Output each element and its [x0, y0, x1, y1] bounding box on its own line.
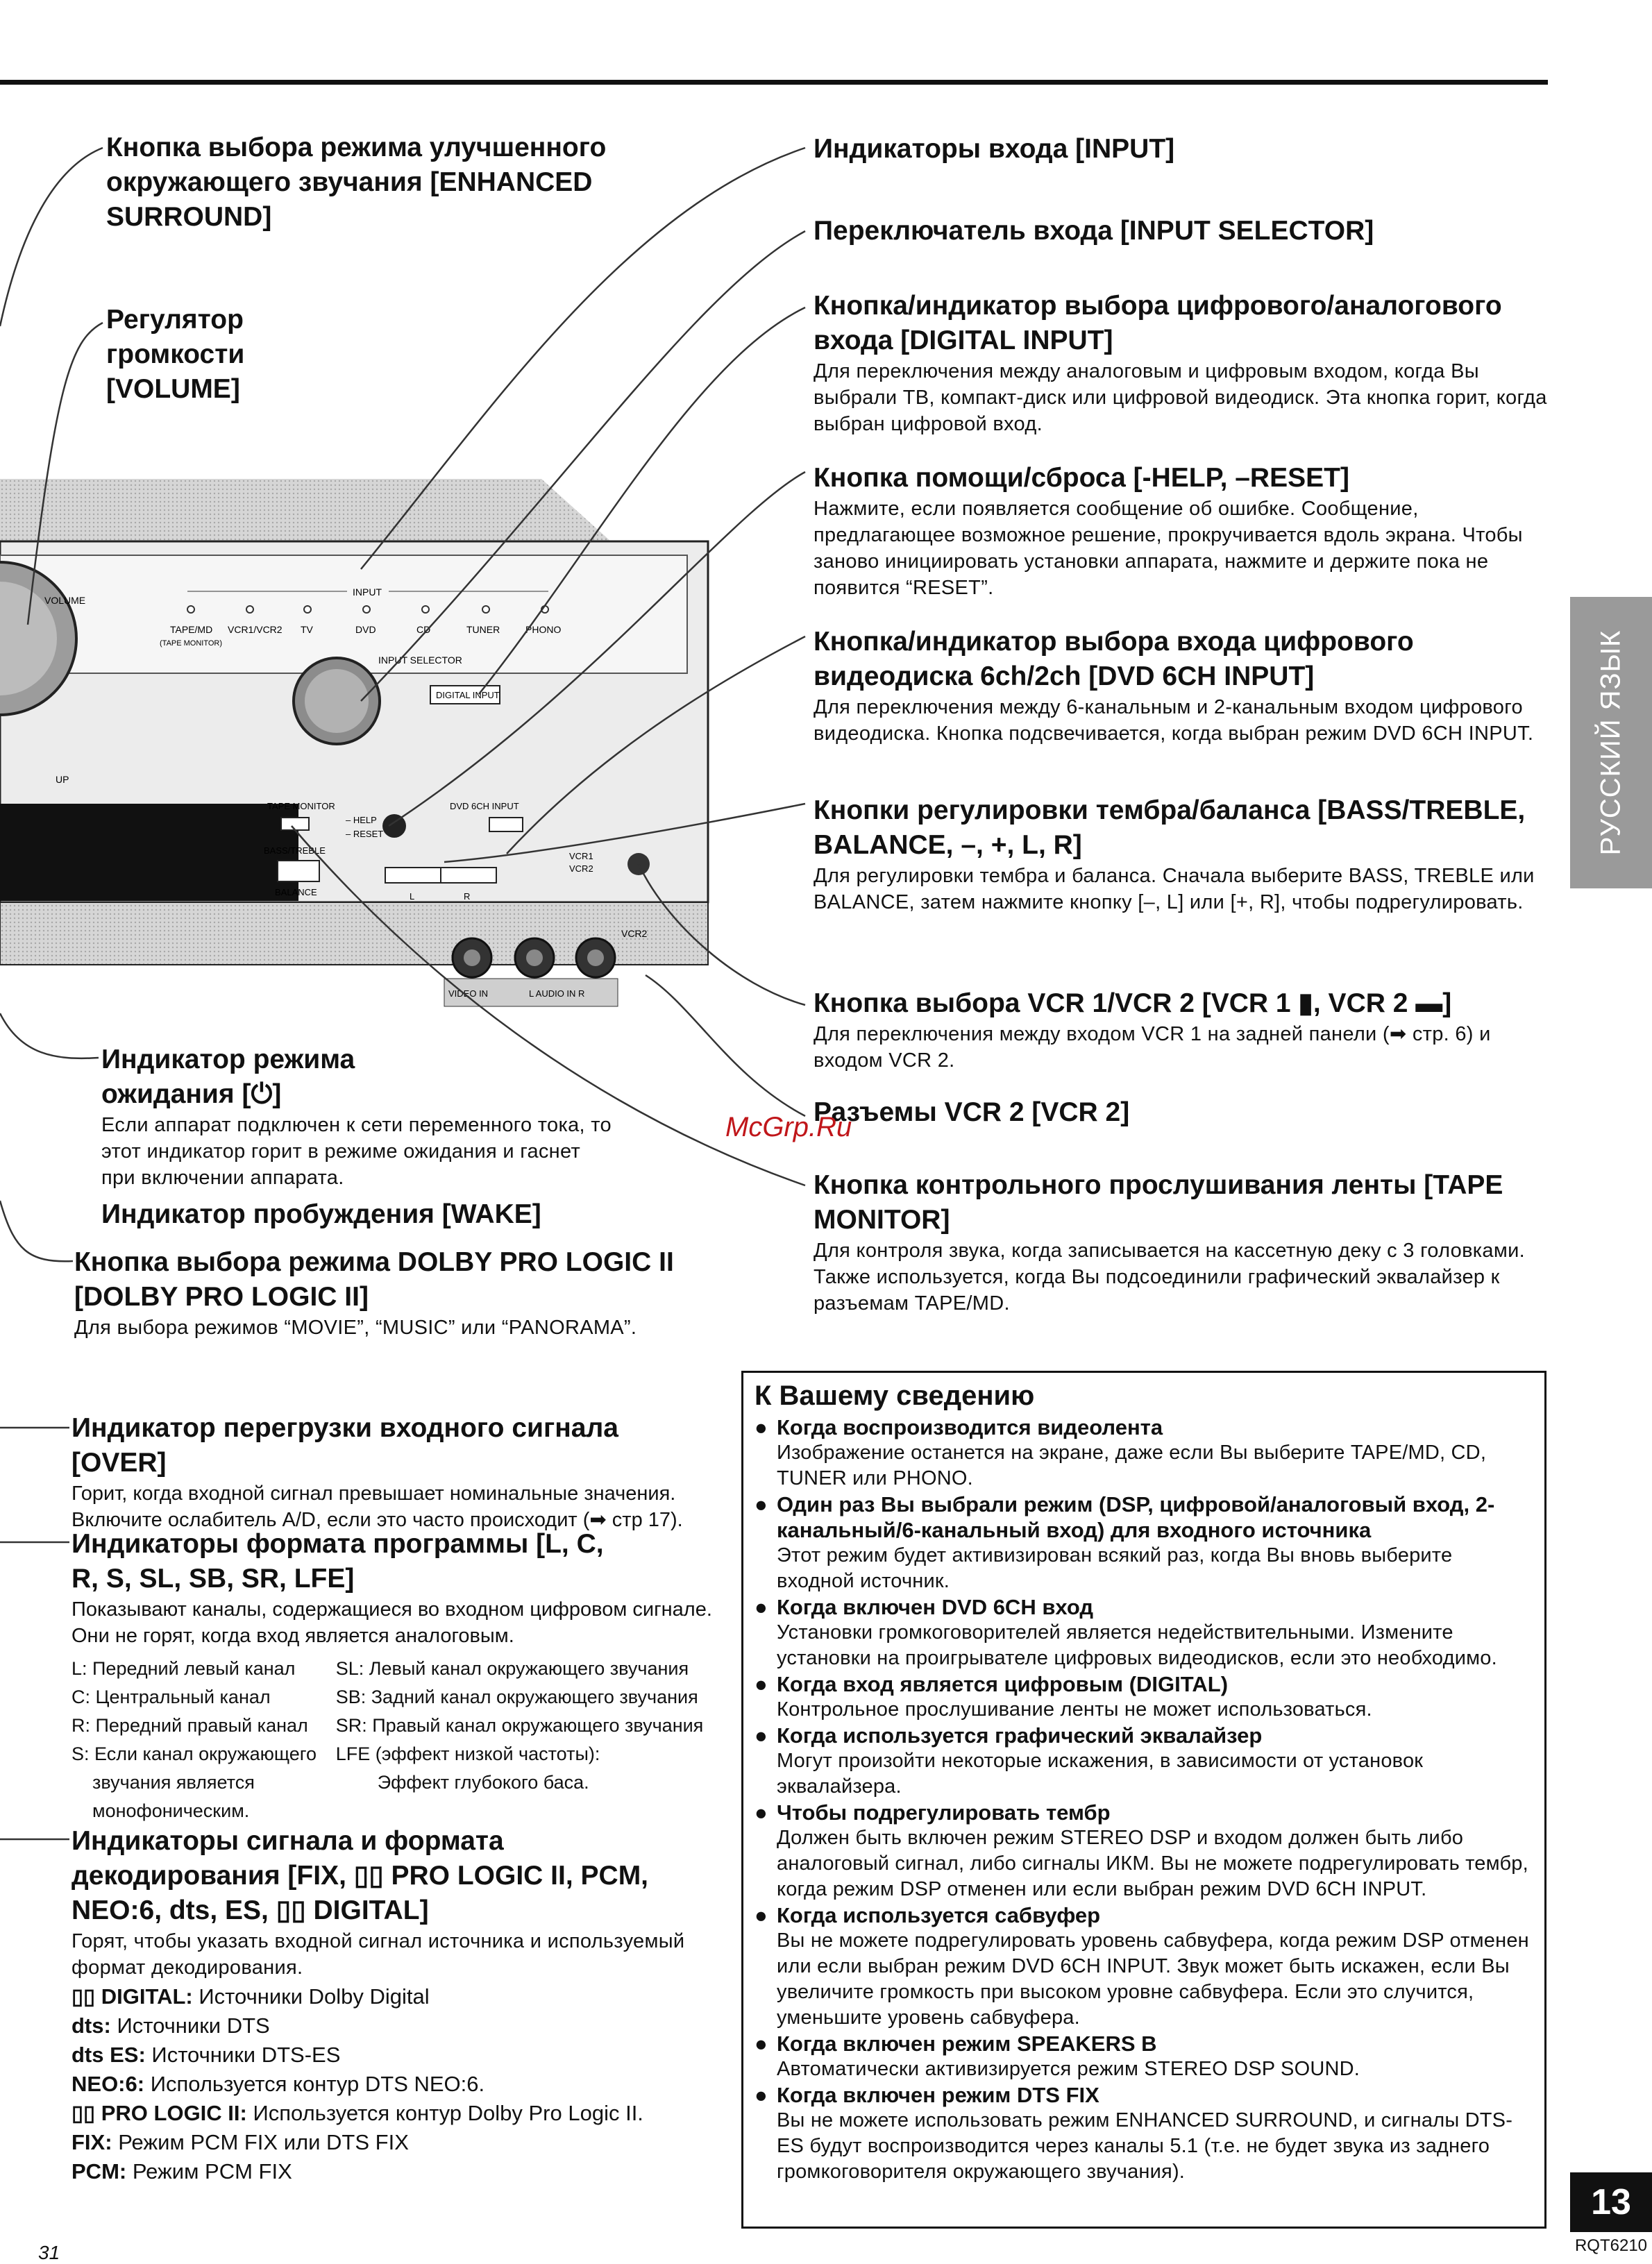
decode-key: dts: — [71, 2013, 111, 2038]
info-item-body: Могут произойти некоторые искажения, в зависимости от установок эквалайзера. — [777, 1750, 1424, 1798]
bullet-icon: ● — [755, 1492, 768, 1517]
decode-item — [71, 2099, 717, 2128]
decode-value: Источники DTS-ES — [151, 2043, 341, 2067]
callout-tape-monitor — [814, 1168, 1549, 1317]
callout-wake-indicator — [101, 1197, 712, 1232]
callout-title: Кнопка/индикатор выбора входа цифрового видеодиска 6ch/2ch [DVD 6CH INPUT] — [814, 627, 1414, 691]
svg-text:VCR1/VCR2: VCR1/VCR2 — [228, 624, 283, 635]
info-item — [755, 1414, 1529, 1492]
callout-title: Индикатор перегрузки входного сигнала [OVER] — [71, 1413, 618, 1478]
legend-line: S: Если канал окружающего — [71, 1743, 317, 1764]
bullet-icon: ● — [755, 1723, 768, 1748]
info-item-title: Когда включен режим SPEAKERS B — [777, 2031, 1157, 2056]
decode-item — [71, 2128, 717, 2157]
svg-text:TAPE/MD: TAPE/MD — [170, 624, 213, 635]
callout-title: Регулятор громкости [VOLUME] — [106, 305, 245, 404]
channel-legend-right — [336, 1655, 717, 1825]
callout-dvd-6ch-input — [814, 625, 1549, 747]
bullet-icon: ● — [755, 2031, 768, 2056]
callout-text: Показывают каналы, содержащиеся во входном цифровом сигнале. Они не горят, когда вход является аналоговым. — [71, 1598, 712, 1647]
svg-text:L AUDIO IN R: L AUDIO IN R — [529, 988, 585, 999]
callout-text: Для контроля звука, когда записывается на кассетную деку с 3 головками. Также используется, когда Вы подсоединили графический эквалайзер к разъемам TAPE/MD. — [814, 1240, 1525, 1315]
callout-title: Индикатор пробуждения [WAKE] — [101, 1199, 541, 1229]
callout-input-indicators — [814, 132, 1549, 167]
decode-value: Источники Dolby Digital — [199, 1984, 430, 2009]
svg-text:TV: TV — [301, 624, 313, 635]
callout-title: Кнопка выбора режима DOLBY PRO LOGIC II [DOLBY PRO LOGIC II] — [74, 1247, 674, 1312]
callout-digital-input — [814, 289, 1549, 437]
info-item-body: Изображение останется на экране, даже если Вы выберите TAPE/MD, CD, TUNER или PHONO. — [777, 1442, 1487, 1489]
callout-title: Индикаторы сигнала и формата декодирования [FIX, ▯▯ PRO LOGIC II, PCM, NEO:6, dts, ES, ▯▯ DIGITAL] — [71, 1826, 649, 1925]
watermark: McGrp.Ru — [725, 1112, 852, 1142]
callout-enhanced-surround — [106, 130, 675, 235]
svg-text:BASS/TREBLE: BASS/TREBLE — [264, 845, 326, 856]
legend-line: SR: Правый канал окружающего звучания — [335, 1715, 704, 1736]
channel-legend — [71, 1655, 717, 1825]
callout-help-reset — [814, 461, 1549, 601]
callout-text: Для регулировки тембра и баланса. Сначала выберите BASS, TREBLE или BALANCE, затем нажмите кнопку [–, L] или [+, R], чтобы подрегулировать. — [814, 865, 1535, 913]
callout-title: Индикатор режима ожидания [⏻] — [101, 1045, 355, 1109]
info-item-title: Чтобы подрегулировать тембр — [777, 1800, 1111, 1825]
callout-text: Для переключения между входом VCR 1 на задней панели (➡ стр. 6) и входом VCR 2. — [814, 1023, 1491, 1072]
decode-value: Режим PCM FIX — [132, 2159, 292, 2183]
callout-title: Кнопка выбора VCR 1/VCR 2 [VCR 1 ▮, VCR 2 ▬] — [814, 988, 1452, 1018]
svg-text:VCR1: VCR1 — [569, 851, 593, 861]
callout-decode-format — [71, 1824, 717, 2186]
callout-volume — [106, 303, 287, 407]
panel-volume-label: VOLUME — [44, 595, 86, 606]
svg-text:– RESET: – RESET — [346, 829, 384, 839]
callout-text: Если аппарат подключен к сети переменного тока, то этот индикатор горит в режиме ожидания и гаснет при включении аппарата. — [101, 1114, 612, 1189]
info-item-title: Один раз Вы выбрали режим (DSP, цифровой/аналоговый вход, 2-канальный/6-канальный вход) для входного источника — [777, 1492, 1495, 1542]
callout-text: Нажмите, если появляется сообщение об ошибке. Сообщение, предлагающее возможное решение, прокручивается вдоль экрана. Чтобы заново инициировать установки аппарата, нажмите и держите пока не появится “RESET”. — [814, 498, 1523, 599]
legend-line: звучания является — [92, 1772, 255, 1793]
callout-title: Индикаторы формата программы [L, C, R, S, SL, SB, SR, LFE] — [71, 1529, 604, 1594]
decode-item — [71, 2041, 717, 2070]
info-box-title: К Вашему сведению — [755, 1380, 1035, 1411]
bullet-icon: ● — [755, 1903, 768, 1927]
info-item — [755, 1492, 1529, 1594]
svg-text:BALANCE: BALANCE — [275, 887, 317, 897]
callout-text: Для выбора режимов “MOVIE”, “MUSIC” или “PANORAMA”. — [74, 1317, 637, 1339]
info-item — [755, 1723, 1529, 1800]
callout-text: Для переключения между аналоговым и цифровым входом, когда Вы выбрали ТВ, компакт-диск или цифровой видеодиск. Эта кнопка горит, когда выбран цифровой вход. — [814, 360, 1547, 435]
info-item-title: Когда используется графический эквалайзер — [777, 1723, 1263, 1748]
folio-number: 31 — [38, 2242, 60, 2263]
svg-text:VIDEO IN: VIDEO IN — [448, 988, 489, 999]
bullet-icon: ● — [755, 1595, 768, 1619]
bullet-icon: ● — [755, 1800, 768, 1825]
callout-text: Горит, когда входной сигнал превышает номинальные значения. Включите ослабитель A/D, если это часто происходит (➡ стр 17). — [71, 1482, 683, 1531]
decode-value: Используется контур Dolby Pro Logic II. — [253, 2101, 643, 2125]
decode-list — [71, 1982, 717, 2186]
decode-value: Режим PCM FIX или DTS FIX — [118, 2130, 409, 2154]
info-item-body: Установки громкоговорителей является недействительными. Измените установки на проигрывателе цифровых видеодисков, если это необходимо. — [777, 1621, 1497, 1669]
svg-text:CD: CD — [416, 624, 431, 635]
svg-text:TAPE MONITOR: TAPE MONITOR — [267, 801, 335, 811]
document-code: RQT6210 — [1574, 2236, 1648, 2255]
svg-text:UP: UP — [56, 774, 69, 785]
svg-text:DIGITAL INPUT: DIGITAL INPUT — [436, 690, 500, 700]
info-item-title: Когда включен DVD 6CH вход — [777, 1595, 1094, 1619]
svg-text:– HELP: – HELP — [346, 815, 377, 825]
info-item — [755, 1594, 1529, 1671]
decode-key: dts ES: — [71, 2043, 146, 2067]
legend-line: монофоническим. — [92, 1800, 250, 1821]
info-item — [755, 1902, 1529, 2031]
decode-key: ▯▯ PRO LOGIC II: — [71, 2101, 247, 2125]
callout-bass-treble-balance — [814, 793, 1549, 915]
language-side-tab — [1570, 597, 1652, 888]
decode-key: ▯▯ DIGITAL: — [71, 1984, 193, 2009]
callout-title: Кнопка контрольного прослушивания ленты [TAPE MONITOR] — [814, 1170, 1503, 1235]
decode-key: FIX: — [71, 2130, 112, 2154]
bullet-icon: ● — [755, 1415, 768, 1439]
decode-value: Используется контур DTS NEO:6. — [150, 2072, 485, 2096]
legend-line: C: Центральный канал — [71, 1687, 271, 1707]
svg-text:DVD: DVD — [355, 624, 376, 635]
callout-vcr-select — [814, 986, 1549, 1074]
info-item-body: Этот режим будет активизирован всякий раз, когда Вы вновь выберите входной источник. — [777, 1544, 1453, 1592]
callout-title: Индикаторы входа [INPUT] — [814, 134, 1175, 164]
info-item-title: Когда воспроизводится видеолента — [777, 1415, 1163, 1439]
info-item-body: Вы не можете подрегулировать уровень сабвуфера, когда режим DSP отменен или если выбран режим DVD 6CH INPUT. Звук может быть искажен, если Вы увеличите громкость при высоком уровне сабвуфера. Если это случится, уменьшите уровень сабвуфера. — [777, 1929, 1529, 2029]
decode-key: NEO:6: — [71, 2072, 145, 2096]
channel-legend-left — [71, 1655, 330, 1825]
callout-over-indicator — [71, 1411, 717, 1533]
info-item-body: Вы не можете использовать режим ENHANCED SURROUND, и сигналы DTS-ES будут воспроизводится через каналы 5.1 (т.е. не будет звука из заднего громкоговорителя окружающего звучания). — [777, 2109, 1513, 2183]
decode-item — [71, 2070, 717, 2099]
legend-line: L: Передний левый канал — [71, 1658, 296, 1679]
svg-text:INPUT SELECTOR: INPUT SELECTOR — [378, 654, 462, 666]
info-item-title: Когда включен режим DTS FIX — [777, 2083, 1099, 2107]
callout-title: Разъемы VCR 2 [VCR 2] — [814, 1097, 1130, 1127]
callout-dolby-pro-logic — [74, 1245, 741, 1341]
info-item-body: Контрольное прослушивание ленты не может использоваться. — [777, 1698, 1372, 1721]
side-tab-label: РУССКИЙ ЯЗЫК — [1595, 630, 1626, 856]
callout-program-format — [71, 1527, 717, 1825]
legend-line: R: Передний правый канал — [71, 1715, 308, 1736]
svg-text:L: L — [410, 891, 415, 902]
svg-text:TUNER: TUNER — [466, 624, 500, 635]
decode-item — [71, 2011, 717, 2041]
info-item-title: Когда вход является цифровым (DIGITAL) — [777, 1672, 1229, 1696]
legend-line: SL: Левый канал окружающего звучания — [335, 1658, 689, 1679]
bullet-icon: ● — [755, 2083, 768, 2107]
svg-text:PHONO: PHONO — [525, 624, 562, 635]
legend-line: Эффект глубокого баса. — [377, 1772, 589, 1793]
info-item — [755, 2031, 1529, 2082]
callout-text: Для переключения между 6-канальным и 2-канальным входом цифрового видеодиска. Кнопка подсвечивается, когда выбран режим DVD 6CH INPUT. — [814, 696, 1534, 745]
decode-item — [71, 1982, 717, 2011]
callout-title: Кнопка выбора режима улучшенного окружающего звучания [ENHANCED SURROUND] — [106, 133, 607, 232]
svg-text:(TAPE MONITOR): (TAPE MONITOR) — [160, 639, 223, 648]
svg-text:DVD 6CH INPUT: DVD 6CH INPUT — [450, 801, 519, 811]
legend-line: LFE (эффект низкой частоты): — [335, 1743, 600, 1764]
callout-title: Кнопка помощи/сброса [-HELP, –RESET] — [814, 463, 1349, 493]
info-item — [755, 1671, 1529, 1723]
decode-value: Источники DTS — [117, 2013, 270, 2038]
svg-text:VCR2: VCR2 — [569, 863, 593, 874]
callout-title: Кнопки регулировки тембра/баланса [BASS/TREBLE, BALANCE, –, +, L, R] — [814, 795, 1526, 860]
bullet-icon: ● — [755, 1672, 768, 1696]
callout-input-selector — [814, 214, 1549, 248]
callout-text: Горят, чтобы указать входной сигнал источника и используемый формат декодирования. — [71, 1930, 685, 1979]
decode-key: PCM: — [71, 2159, 127, 2183]
callout-standby-indicator — [101, 1042, 615, 1191]
callout-vcr2-jacks — [814, 1095, 1549, 1130]
page-number: 13 — [1570, 2172, 1652, 2232]
info-item — [755, 1800, 1529, 1902]
info-item-body: Автоматически активизируется режим STEREO DSP SOUND. — [777, 2058, 1360, 2080]
callout-title: Кнопка/индикатор выбора цифрового/аналогового входа [DIGITAL INPUT] — [814, 291, 1502, 355]
info-item-title: Когда используется сабвуфер — [777, 1903, 1101, 1927]
svg-text:R: R — [464, 891, 471, 902]
svg-text:VCR2: VCR2 — [621, 928, 648, 939]
callout-title: Переключатель входа [INPUT SELECTOR] — [814, 216, 1374, 246]
legend-line: SB: Задний канал окружающего звучания — [335, 1687, 698, 1707]
info-item — [755, 2082, 1529, 2185]
info-item-body: Должен быть включен режим STEREO DSP и входом должен быть либо аналоговый сигнал, либо сигналы ИКМ. Вы не можете подрегулировать тембр, когда режим DSP отменен или если выбран режим DVD 6CH INPUT. — [777, 1827, 1528, 1900]
panel-input-label: INPUT — [353, 586, 382, 598]
decode-item — [71, 2157, 717, 2186]
info-box — [741, 1371, 1546, 2229]
